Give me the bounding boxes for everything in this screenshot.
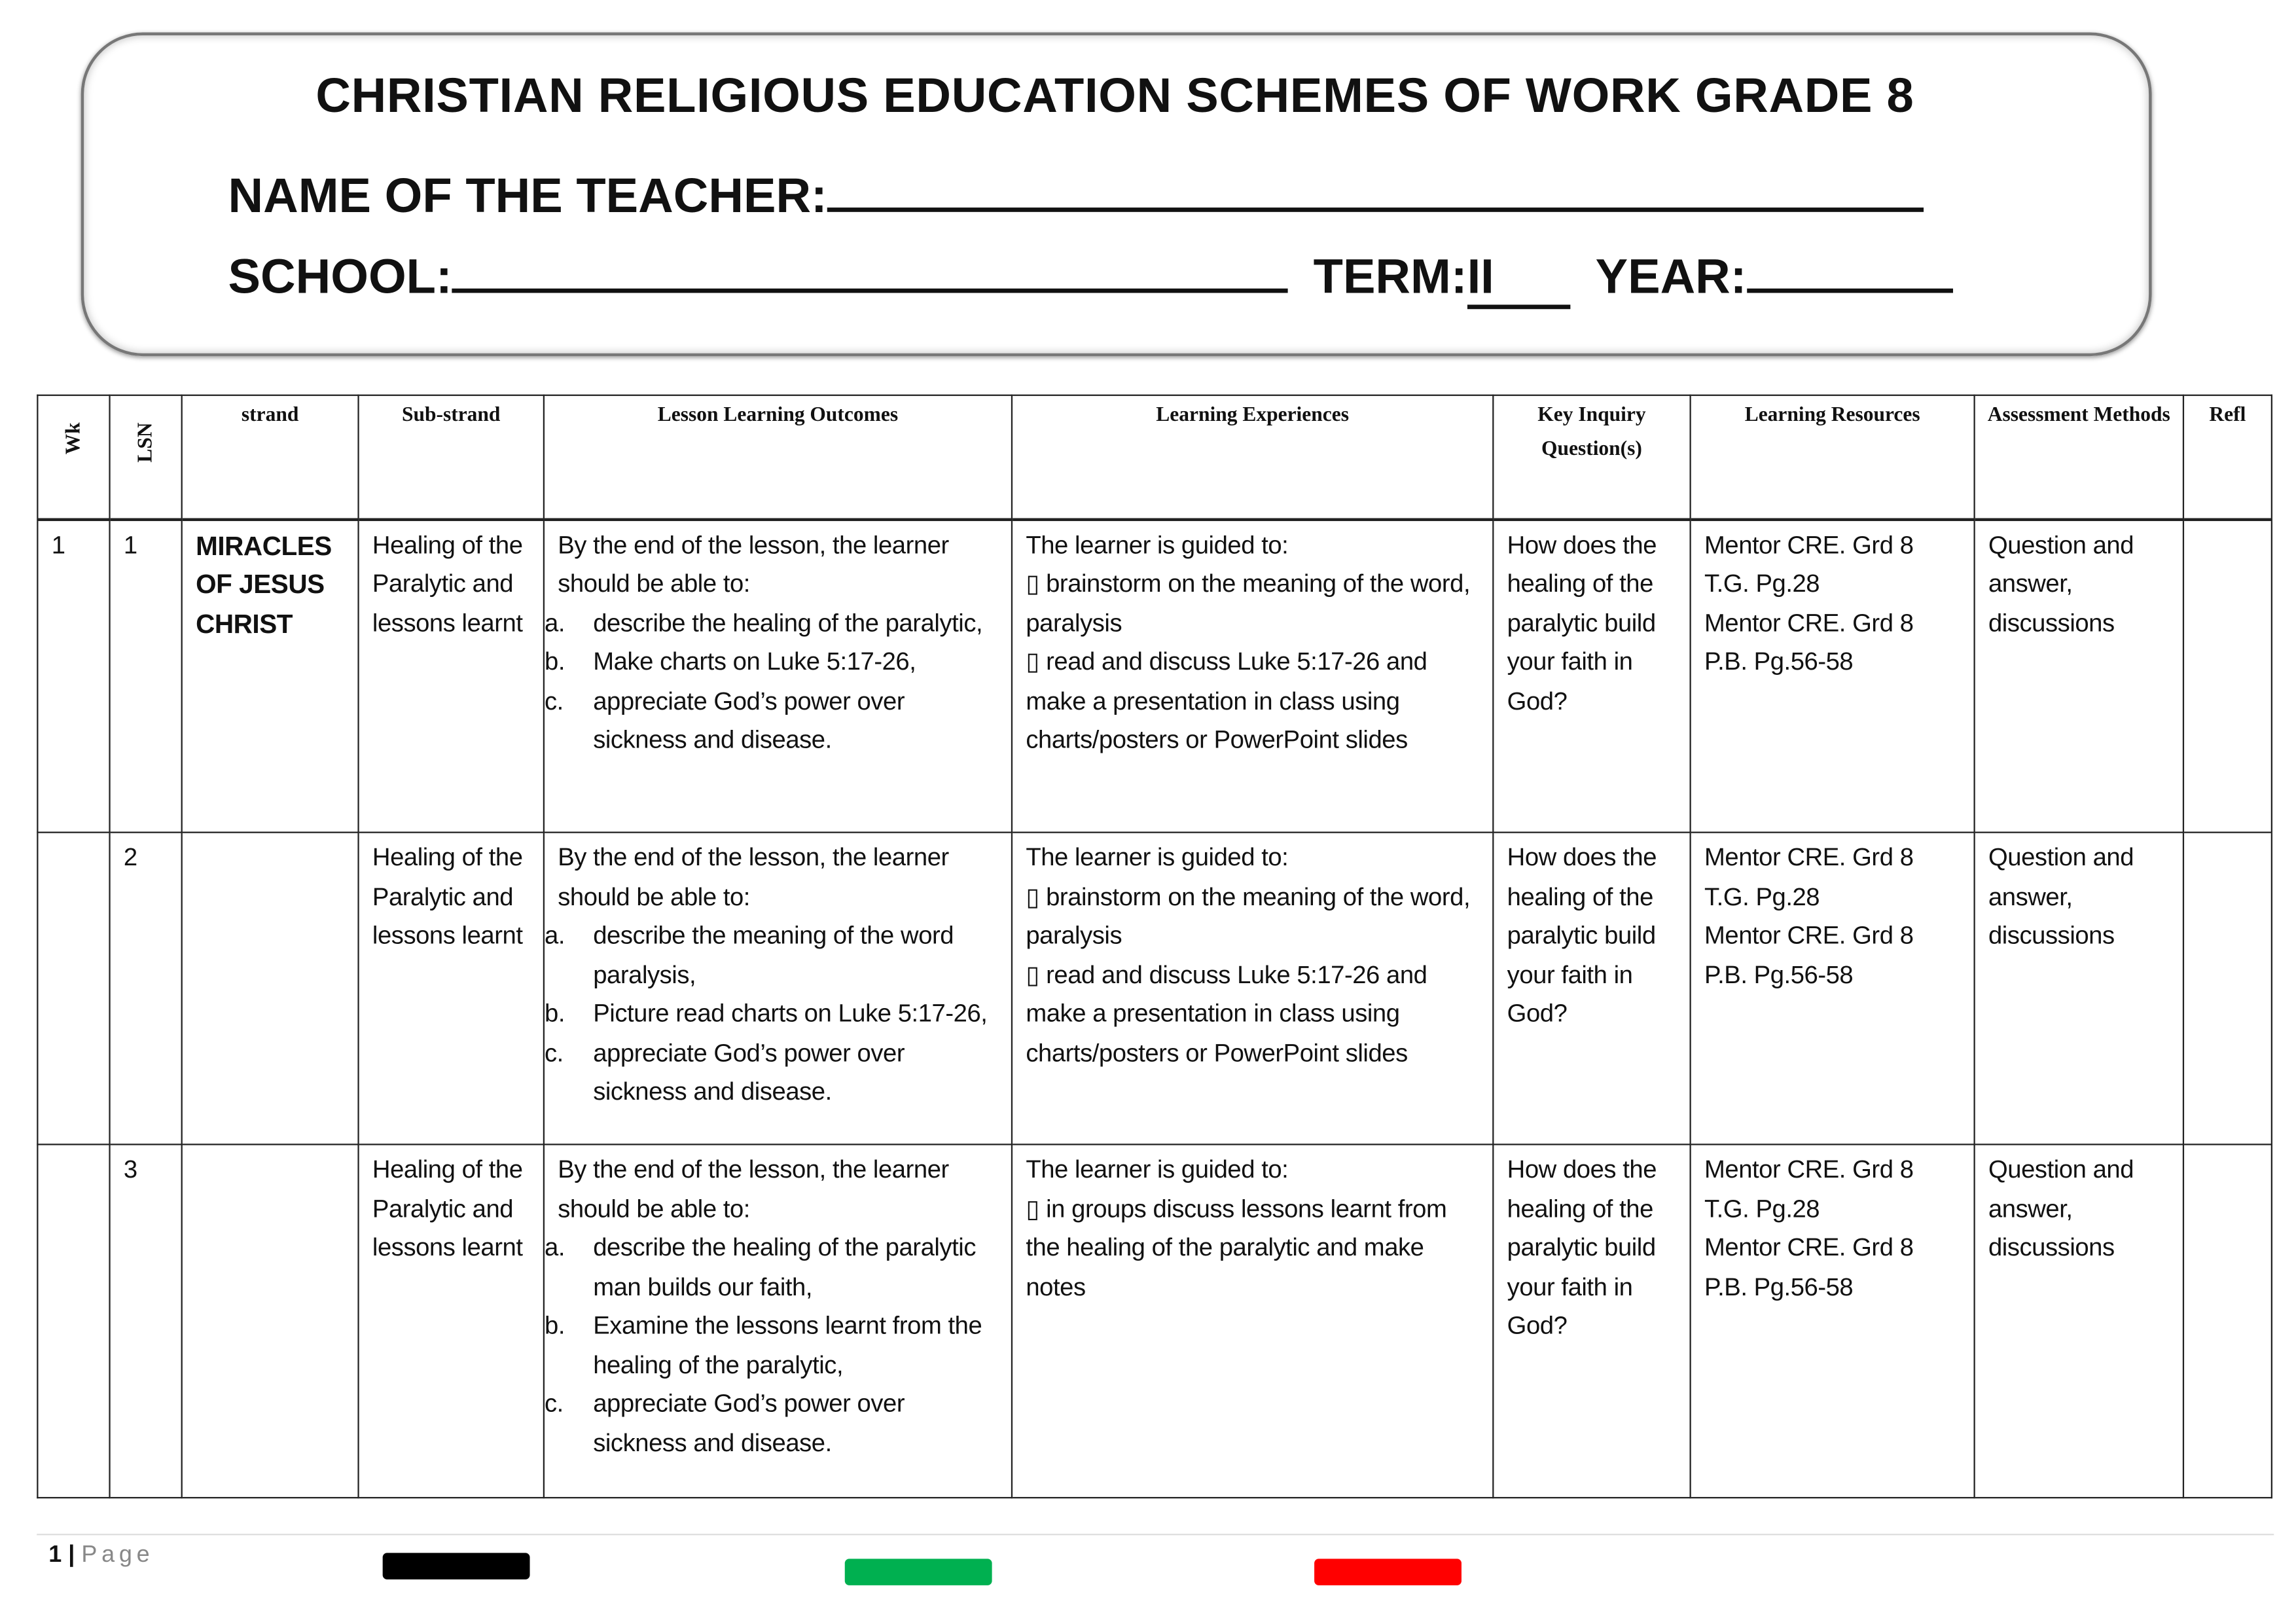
header-row (37, 395, 2272, 519)
experiences-intro: The learner is guided to: (1026, 530, 1289, 559)
outcomes-intro: By the end of the lesson, the learner should be able to: (558, 530, 949, 598)
page-label: Page (81, 1542, 154, 1568)
header-outcomes: Lesson Learning Outcomes (544, 395, 1012, 519)
resources-cell (1691, 1144, 1975, 1498)
year-blank (1747, 289, 1953, 293)
strand-cell: MIRACLES OF JESUS CHRIST (182, 519, 359, 833)
experiences-intro: The learner is guided to: (1026, 843, 1289, 872)
resource-item: Mentor CRE. Grd 8 P.B. Pg.56-58 (1704, 608, 1914, 676)
outcome-item: c. appreciate God’s power over sickness and disease. (545, 1038, 905, 1106)
lsn-cell: 1 (110, 519, 182, 833)
strand-cell (182, 1144, 359, 1498)
resource-item: Mentor CRE. Grd 8 P.B. Pg.56-58 (1704, 1233, 1914, 1301)
experience-item: ▯ read and discuss Luke 5:17-26 and make a presentation in class using charts/posters or PowerPoint slides (1026, 647, 1427, 754)
school-line (228, 249, 1953, 309)
lsn-cell: 3 (110, 1144, 182, 1498)
school-blank (452, 289, 1288, 293)
page-number: 1 (48, 1542, 62, 1568)
experiences-cell (1012, 1144, 1493, 1498)
scheme-table (37, 395, 2272, 1499)
outcome-item: a. describe the healing of the paralytic, (545, 608, 983, 637)
experiences-intro: The learner is guided to: (1026, 1155, 1289, 1183)
red-bar (1314, 1559, 1462, 1585)
outcome-item: b. Picture read charts on Luke 5:17-26, (545, 999, 988, 1028)
experience-item: ▯ brainstorm on the meaning of the word, paralysis (1026, 569, 1471, 637)
lsn-cell: 2 (110, 833, 182, 1145)
resource-item: Mentor CRE. Grd 8 T.G. Pg.28 (1704, 1155, 1914, 1223)
footer-divider (37, 1534, 2274, 1535)
teacher-blank (827, 208, 1924, 212)
table-row (37, 833, 2272, 1145)
header-resources: Learning Resources (1691, 395, 1975, 519)
header-strand: strand (182, 395, 359, 519)
wk-cell (37, 833, 109, 1145)
experience-item: ▯ in groups discuss lessons learnt from the healing of the paralytic and make notes (1026, 1194, 1447, 1301)
outcome-item: a. describe the healing of the paralytic man builds our faith, (545, 1233, 976, 1301)
inquiry-cell: How does the healing of the paralytic build your faith in God? (1493, 1144, 1690, 1498)
assessment-cell: Question and answer, discussions (1975, 833, 2183, 1145)
outcomes-cell (544, 1144, 1012, 1498)
outcome-item: c. appreciate God’s power over sickness and disease. (545, 687, 905, 754)
outcome-item: b. Make charts on Luke 5:17-26, (545, 647, 916, 676)
substrand-cell: Healing of the Paralytic and lessons learnt (359, 833, 544, 1145)
header-inquiry: Key Inquiry Question(s) (1493, 395, 1690, 519)
assessment-cell: Question and answer, discussions (1975, 519, 2183, 833)
header-refl: Refl (2183, 395, 2272, 519)
resources-cell (1691, 833, 1975, 1145)
experiences-cell (1012, 519, 1493, 833)
assessment-cell: Question and answer, discussions (1975, 1144, 2183, 1498)
year-label: YEAR: (1595, 249, 1747, 304)
outcomes-cell (544, 519, 1012, 833)
resource-item: Mentor CRE. Grd 8 T.G. Pg.28 (1704, 843, 1914, 911)
header-experiences: Learning Experiences (1012, 395, 1493, 519)
strand-cell (182, 833, 359, 1145)
green-bar (845, 1559, 992, 1585)
substrand-cell: Healing of the Paralytic and lessons learnt (359, 1144, 544, 1498)
substrand-cell: Healing of the Paralytic and lessons learnt (359, 519, 544, 833)
document-title: CHRISTIAN RELIGIOUS EDUCATION SCHEMES OF WORK GRADE 8 (315, 67, 1914, 122)
black-bar (383, 1553, 530, 1579)
outcome-item: c. appreciate God’s power over sickness and disease. (545, 1389, 905, 1457)
outcome-item: a. describe the meaning of the word paralysis, (545, 921, 954, 989)
wk-cell (37, 1144, 109, 1498)
school-label: SCHOOL: (228, 249, 452, 304)
header-substrand: Sub-strand (359, 395, 544, 519)
wk-cell: 1 (37, 519, 109, 833)
outcome-item: b. Examine the lessons learnt from the healing of the paralytic, (545, 1311, 982, 1379)
refl-cell (2183, 833, 2272, 1145)
inquiry-cell: How does the healing of the paralytic build your faith in God? (1493, 833, 1690, 1145)
inquiry-cell: How does the healing of the paralytic build your faith in God? (1493, 519, 1690, 833)
outcomes-intro: By the end of the lesson, the learner should be able to: (558, 843, 949, 911)
page-footer (48, 1543, 154, 1569)
table-row (37, 519, 2272, 833)
refl-cell (2183, 1144, 2272, 1498)
teacher-label: NAME OF THE TEACHER: (228, 168, 827, 223)
term-label: TERM: (1313, 249, 1467, 304)
experience-item: ▯ brainstorm on the meaning of the word, paralysis (1026, 882, 1471, 950)
resources-cell (1691, 519, 1975, 833)
term-value: II (1467, 249, 1570, 309)
header-assessment: Assessment Methods (1975, 395, 2183, 519)
teacher-line (228, 168, 1924, 223)
resource-item: Mentor CRE. Grd 8 T.G. Pg.28 (1704, 530, 1914, 598)
header-lsn: LSN (110, 395, 182, 519)
resource-item: Mentor CRE. Grd 8 P.B. Pg.56-58 (1704, 921, 1914, 989)
refl-cell (2183, 519, 2272, 833)
table-row (37, 1144, 2272, 1498)
header-wk: Wk (37, 395, 109, 519)
outcomes-intro: By the end of the lesson, the learner should be able to: (558, 1155, 949, 1223)
experience-item: ▯ read and discuss Luke 5:17-26 and make a presentation in class using charts/posters or PowerPoint slides (1026, 960, 1427, 1067)
page-separator: | (68, 1542, 75, 1568)
experiences-cell (1012, 833, 1493, 1145)
outcomes-cell (544, 833, 1012, 1145)
